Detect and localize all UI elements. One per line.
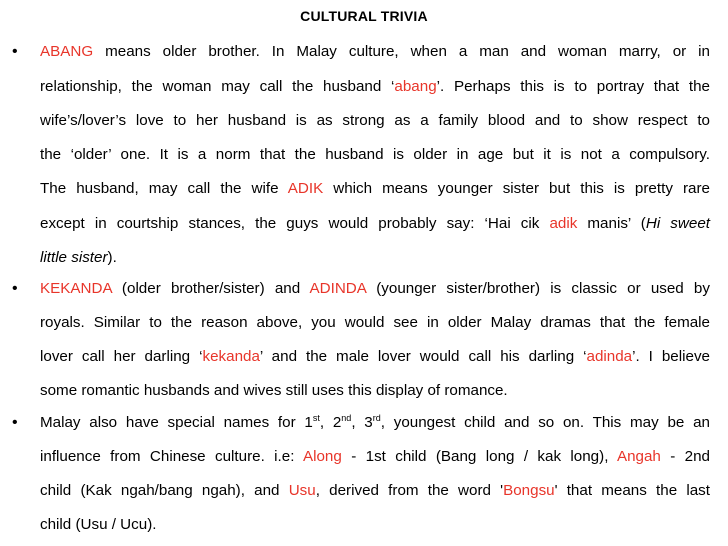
bullet-icon: • — [12, 280, 18, 297]
paragraph-line: lover call her darling ‘kekanda’ and the male lover would call his darling ‘adinda’. I believe — [40, 348, 710, 365]
highlight-term: adinda — [586, 348, 633, 365]
highlight-term: Bongsu — [503, 482, 555, 499]
paragraph-line: royals. Similar to the reason above, you would see in older Malay dramas that the female — [40, 314, 710, 331]
highlight-term: ABANG — [40, 43, 94, 60]
highlight-term: Angah — [616, 448, 661, 465]
paragraph-line: the ‘older’ one. It is a norm that the husband is older in age but it is not a compulsory. — [40, 146, 710, 163]
highlight-term: ADIK — [287, 180, 324, 197]
paragraph-line: some romantic husbands and wives still uses this display of romance. — [40, 382, 508, 399]
highlight-term: Usu — [288, 482, 316, 499]
highlight-term: ADINDA — [309, 280, 367, 297]
highlight-term: adik — [549, 215, 578, 232]
paragraph-line: KEKANDA (older brother/sister) and ADINDA (younger sister/brother) is classic or used by — [40, 280, 710, 297]
bullet-icon: • — [12, 43, 18, 60]
highlight-term: kekanda — [202, 348, 260, 365]
paragraph-line: The husband, may call the wife ADIK which means younger sister but this is pretty rare — [40, 180, 710, 197]
paragraph-line: Malay also have special names for 1st, 2nd, 3rd, youngest child and so on. This may be an — [40, 413, 710, 431]
paragraph-line: relationship, the woman may call the husband ‘abang’. Perhaps this is to portray that the — [40, 78, 710, 95]
bullet-icon: • — [12, 414, 18, 431]
highlight-term: KEKANDA — [40, 280, 112, 297]
highlight-term: abang — [394, 78, 437, 95]
paragraph-line: child (Kak ngah/bang ngah), and Usu, derived from the word 'Bongsu' that means the last — [40, 482, 710, 499]
highlight-term: Along — [302, 448, 342, 465]
paragraph-line: ABANG means older brother. In Malay culture, when a man and woman marry, or in — [40, 43, 710, 60]
paragraph-line: except in courtship stances, the guys would probably say: ‘Hai cik adik manis’ (Hi sweet — [40, 215, 710, 232]
paragraph-line: little sister). — [40, 249, 117, 266]
page-title: CULTURAL TRIVIA — [300, 8, 428, 24]
paragraph-line: wife’s/lover’s love to her husband is as strong as a family blood and to show respect to — [40, 112, 710, 129]
paragraph-line: child (Usu / Ucu). — [40, 516, 157, 533]
paragraph-line: influence from Chinese culture. i.e: Along - 1st child (Bang long / kak long), Angah - 2nd — [40, 448, 711, 465]
